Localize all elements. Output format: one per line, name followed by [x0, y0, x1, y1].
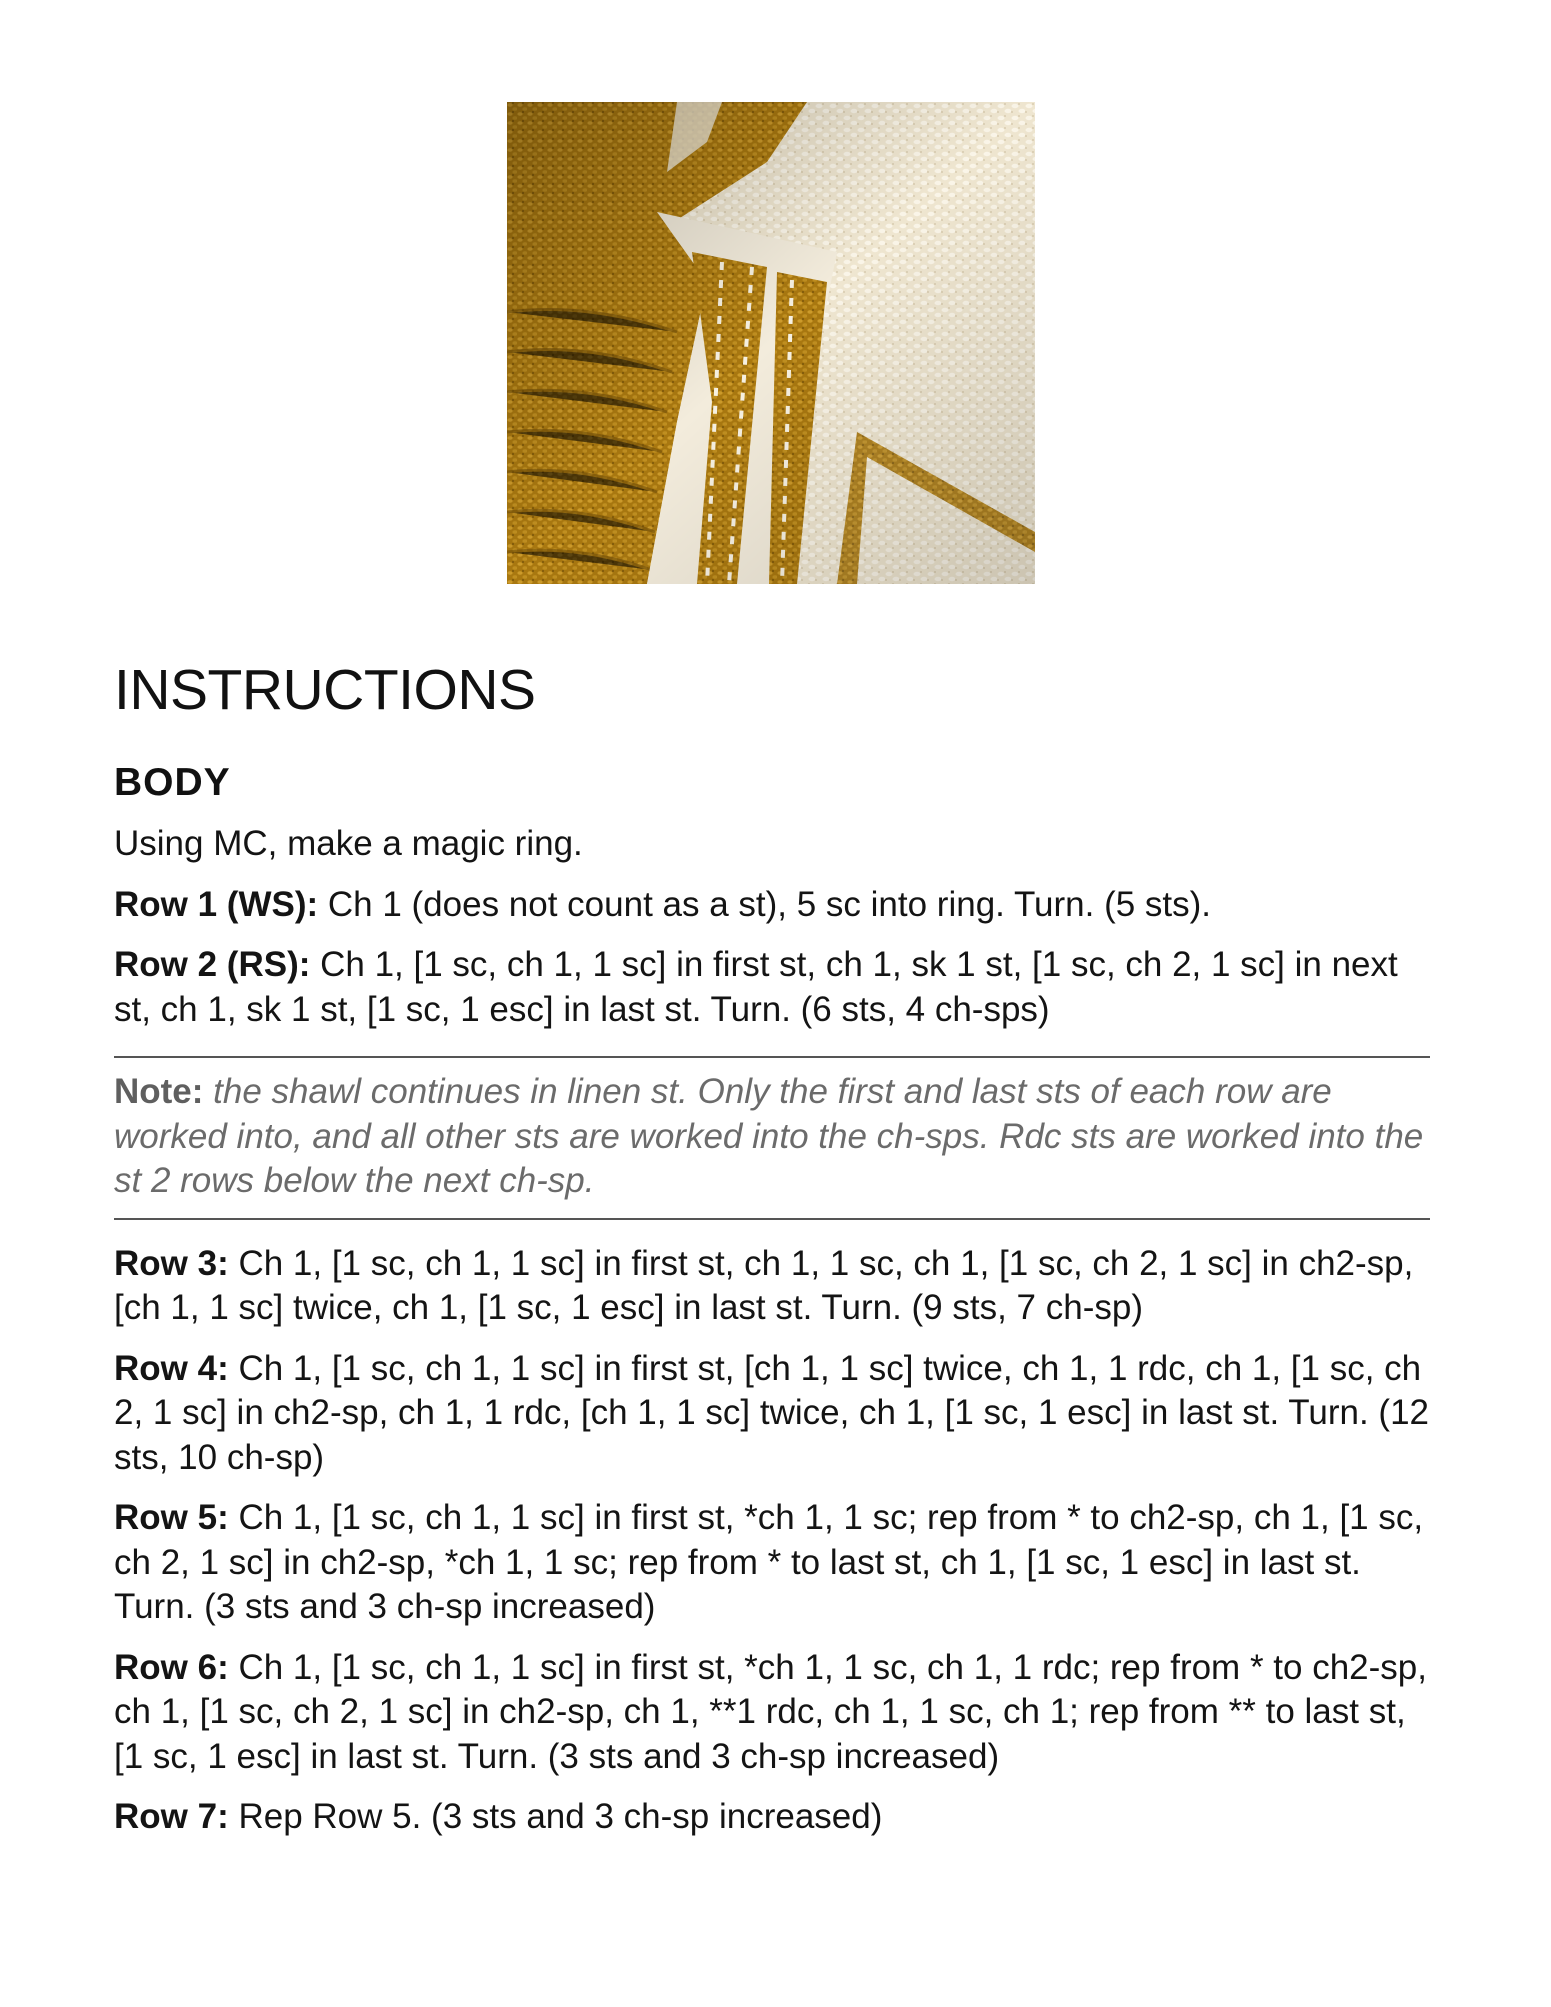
page-title: INSTRUCTIONS	[114, 658, 536, 722]
row-label: Row 3:	[114, 1243, 229, 1283]
intro-text: Using MC, make a magic ring.	[114, 824, 583, 863]
row-text: Ch 1, [1 sc, ch 1, 1 sc] in first st, [ch 1, 1 sc] twice, ch 1, 1 rdc, ch 1, [1 sc, ch 2, 1 sc] in ch2-sp, ch 1, 1 rdc, [ch 1, 1 sc] twice, ch 1, [1 sc, 1 esc] in last st. Turn. (12 sts, 10 ch-sp)	[114, 1348, 1429, 1477]
note-text: the shawl continues in linen st. Only the first and last sts of each row are worked into, and all other sts are worked into the ch-sps. Rdc sts are worked into the st 2 rows below the next ch-sp.	[114, 1072, 1424, 1200]
row-label: Row 1 (WS):	[114, 884, 319, 924]
shawl-photo	[507, 102, 1035, 584]
row-label: Row 7:	[114, 1797, 229, 1836]
row-text: Ch 1, [1 sc, ch 1, 1 sc] in first st, ch 1, sk 1 st, [1 sc, ch 2, 1 sc] in next st, ch 1, sk 1 st, [1 sc, 1 esc] in last st. Turn. (6 sts, 4 ch-sps)	[114, 945, 1398, 1029]
row-label: Row 4:	[114, 1348, 229, 1388]
row-text: Ch 1 (does not count as a st), 5 sc into ring. Turn. (5 sts).	[318, 884, 1212, 924]
row-instruction	[114, 943, 1430, 1032]
row-text: Ch 1, [1 sc, ch 1, 1 sc] in first st, *ch 1, 1 sc; rep from * to ch2-sp, ch 1, [1 sc, ch 2, 1 sc] in ch2-sp, *ch 1, 1 sc; rep from * to last st, ch 1, [1 sc, 1 esc] in last st. Turn. (3 sts and 3 ch-sp increased)	[114, 1498, 1424, 1626]
row-instruction	[114, 1795, 1430, 1840]
row-text: Ch 1, [1 sc, ch 1, 1 sc] in first st, *ch 1, 1 sc, ch 1, 1 rdc; rep from * to ch2-sp, ch 1, [1 sc, ch 2, 1 sc] in ch2-sp, ch 1, **1 rdc, ch 1, 1 sc, ch 1; rep from ** to last st, [1 sc, 1 esc] in last st. Turn. (3 sts and 3 ch-sp increased)	[114, 1647, 1427, 1776]
instructions-content	[114, 650, 1430, 1840]
note-box	[114, 1056, 1430, 1220]
row-text: Ch 1, [1 sc, ch 1, 1 sc] in first st, ch 1, 1 sc, ch 1, [1 sc, ch 2, 1 sc] in ch2-sp, [ch 1, 1 sc] twice, ch 1, [1 sc, 1 esc] in last st. Turn. (9 sts, 7 ch-sp)	[114, 1243, 1414, 1327]
section-title: BODY	[114, 761, 231, 804]
row-label: Row 6:	[114, 1647, 229, 1687]
row-label: Row 2 (RS):	[114, 945, 311, 984]
row-instruction	[114, 1242, 1430, 1331]
row-instruction	[114, 1347, 1430, 1481]
note-label: Note:	[114, 1072, 204, 1111]
row-instruction	[114, 1646, 1430, 1780]
row-label: Row 5:	[114, 1498, 229, 1537]
row-instruction	[114, 883, 1430, 928]
row-instruction	[114, 1496, 1430, 1630]
row-text: Rep Row 5. (3 sts and 3 ch-sp increased)	[228, 1797, 883, 1836]
